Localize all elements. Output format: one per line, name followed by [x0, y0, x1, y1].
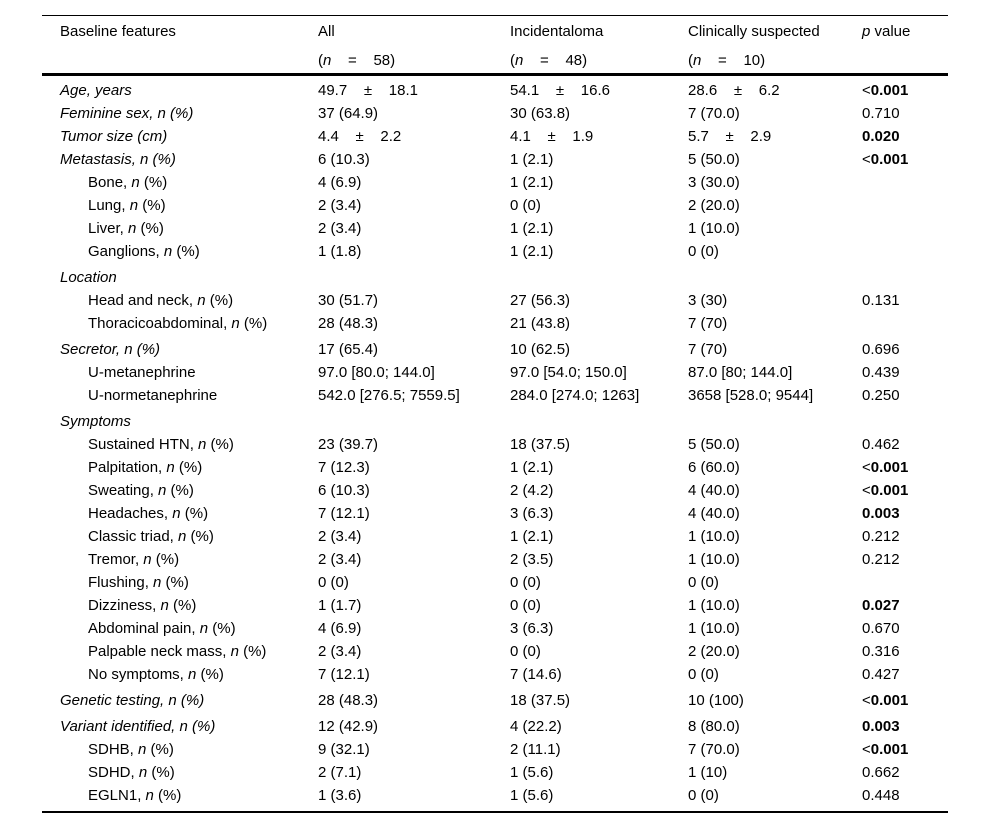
p-value: 0.462 — [862, 436, 900, 453]
all-value: 4 (6.9) — [318, 174, 362, 191]
p-value: 0.448 — [862, 787, 900, 804]
column-header-baseline-features — [60, 24, 318, 73]
p-value — [862, 217, 948, 240]
all-value: 4 (6.9) — [318, 620, 362, 637]
all-value — [318, 410, 510, 433]
clinically-suspected-value: 28.6 ± 6.2 — [688, 82, 780, 99]
all-value: 2 (3.4) — [318, 197, 362, 214]
incidentaloma-value: 27 (56.3) — [510, 292, 571, 309]
clinically-suspected-value: 87.0 [80; 144.0] — [688, 364, 793, 381]
feature-label: Feminine sex, n (%) — [60, 105, 194, 122]
p-value — [862, 312, 948, 335]
incidentaloma-value: 0 (0) — [510, 643, 541, 660]
feature-label: U-normetanephrine — [88, 387, 218, 404]
p-value — [862, 571, 948, 594]
column-header-label: p value — [862, 23, 911, 40]
column-header-label: Baseline features — [60, 23, 176, 40]
feature-label: Palpitation, n (%) — [88, 459, 203, 476]
all-value: 9 (32.1) — [318, 741, 370, 758]
incidentaloma-value: 0 (0) — [510, 597, 541, 614]
feature-label: Abdominal pain, n (%) — [88, 620, 236, 637]
table-row — [60, 640, 948, 663]
incidentaloma-value: 1 (2.1) — [510, 174, 554, 191]
all-value: 2 (3.4) — [318, 220, 362, 237]
table-row — [60, 410, 948, 433]
incidentaloma-value: 4.1 ± 1.9 — [510, 128, 594, 145]
all-value: 1 (1.8) — [318, 243, 362, 260]
incidentaloma-value — [510, 410, 688, 433]
p-value: <0.001 — [862, 151, 909, 168]
clinically-suspected-value: 5 (50.0) — [688, 151, 740, 168]
table-row — [60, 594, 948, 617]
feature-label: U-metanephrine — [88, 364, 196, 381]
feature-label: No symptoms, n (%) — [88, 666, 224, 683]
clinically-suspected-value: 0 (0) — [688, 666, 719, 683]
table-row — [60, 502, 948, 525]
feature-label: Flushing, n (%) — [88, 574, 189, 591]
p-value: 0.670 — [862, 620, 900, 637]
incidentaloma-value: 2 (3.5) — [510, 551, 554, 568]
incidentaloma-value: 18 (37.5) — [510, 436, 571, 453]
feature-label: Secretor, n (%) — [60, 341, 161, 358]
column-header-label: All — [318, 23, 335, 40]
p-value: 0.003 — [862, 505, 900, 522]
baseline-features-table — [42, 15, 948, 813]
all-value: 23 (39.7) — [318, 436, 379, 453]
table-row — [60, 456, 948, 479]
clinically-suspected-value: 4 (40.0) — [688, 505, 740, 522]
table-row — [60, 433, 948, 456]
incidentaloma-value: 97.0 [54.0; 150.0] — [510, 364, 627, 381]
all-value: 2 (7.1) — [318, 764, 362, 781]
p-value: 0.020 — [862, 128, 900, 145]
feature-label: Sweating, n (%) — [88, 482, 194, 499]
p-value: <0.001 — [862, 459, 909, 476]
incidentaloma-value: 1 (2.1) — [510, 459, 554, 476]
all-value: 4.4 ± 2.2 — [318, 128, 402, 145]
table-row — [60, 548, 948, 571]
clinically-suspected-value: 7 (70.0) — [688, 105, 740, 122]
column-header-incidentaloma — [510, 24, 688, 73]
incidentaloma-value: 1 (2.1) — [510, 151, 554, 168]
incidentaloma-value: 0 (0) — [510, 574, 541, 591]
incidentaloma-value: 2 (11.1) — [510, 741, 561, 758]
p-value: 0.316 — [862, 643, 900, 660]
clinically-suspected-value: 0 (0) — [688, 787, 719, 804]
table-row — [60, 148, 948, 171]
incidentaloma-value — [510, 266, 688, 289]
p-value: <0.001 — [862, 692, 909, 709]
feature-label: Dizziness, n (%) — [88, 597, 197, 614]
p-value: 0.710 — [862, 105, 900, 122]
incidentaloma-value: 0 (0) — [510, 197, 541, 214]
table-row — [60, 571, 948, 594]
clinically-suspected-value: 0 (0) — [688, 243, 719, 260]
all-value: 0 (0) — [318, 574, 349, 591]
p-value: 0.212 — [862, 551, 900, 568]
clinically-suspected-value: 7 (70) — [688, 315, 728, 332]
p-value: 0.696 — [862, 341, 900, 358]
clinically-suspected-value: 8 (80.0) — [688, 718, 740, 735]
p-value: <0.001 — [862, 482, 909, 499]
feature-label: Variant identified, n (%) — [60, 718, 216, 735]
all-value: 28 (48.3) — [318, 692, 379, 709]
clinically-suspected-value: 10 (100) — [688, 692, 744, 709]
clinically-suspected-value: 1 (10.0) — [688, 220, 740, 237]
feature-label: Tremor, n (%) — [88, 551, 180, 568]
feature-label: SDHB, n (%) — [88, 741, 174, 758]
table-row — [60, 617, 948, 640]
table-row — [60, 715, 948, 738]
feature-label: Ganglions, n (%) — [88, 243, 200, 260]
incidentaloma-value: 1 (2.1) — [510, 220, 554, 237]
table-row — [60, 663, 948, 686]
clinically-suspected-value — [688, 266, 862, 289]
table-row — [60, 289, 948, 312]
clinically-suspected-value: 1 (10.0) — [688, 597, 740, 614]
clinically-suspected-value: 2 (20.0) — [688, 643, 740, 660]
feature-label: Liver, n (%) — [88, 220, 164, 237]
table-row — [60, 217, 948, 240]
all-value: 12 (42.9) — [318, 718, 379, 735]
feature-label: Palpable neck mass, n (%) — [88, 643, 267, 660]
table-row — [60, 361, 948, 384]
clinically-suspected-value: 1 (10.0) — [688, 528, 740, 545]
incidentaloma-value: 10 (62.5) — [510, 341, 571, 358]
column-header-sub: (n = 48) — [510, 52, 588, 69]
table-row — [60, 171, 948, 194]
all-value: 1 (1.7) — [318, 597, 362, 614]
p-value: <0.001 — [862, 741, 909, 758]
p-value — [862, 171, 948, 194]
incidentaloma-value: 3 (6.3) — [510, 620, 554, 637]
p-value: 0.212 — [862, 528, 900, 545]
column-header-label: Incidentaloma — [510, 23, 604, 40]
incidentaloma-value: 1 (2.1) — [510, 528, 554, 545]
p-value: 0.439 — [862, 364, 900, 381]
all-value: 30 (51.7) — [318, 292, 379, 309]
table-row — [60, 79, 948, 102]
feature-label: Sustained HTN, n (%) — [88, 436, 234, 453]
p-value: 0.027 — [862, 597, 900, 614]
all-value: 6 (10.3) — [318, 482, 370, 499]
clinically-suspected-value: 3658 [528.0; 9544] — [688, 387, 814, 404]
feature-label: Headaches, n (%) — [88, 505, 209, 522]
feature-label: Lung, n (%) — [88, 197, 166, 214]
feature-label: Symptoms — [60, 413, 131, 430]
all-value: 2 (3.4) — [318, 551, 362, 568]
all-value: 542.0 [276.5; 7559.5] — [318, 387, 460, 404]
clinically-suspected-value: 4 (40.0) — [688, 482, 740, 499]
table-row — [60, 194, 948, 217]
all-value: 2 (3.4) — [318, 528, 362, 545]
incidentaloma-value: 7 (14.6) — [510, 666, 562, 683]
all-value: 49.7 ± 18.1 — [318, 82, 418, 99]
column-header-label: Clinically suspected — [688, 23, 820, 40]
table-row — [60, 784, 948, 807]
clinically-suspected-value — [688, 410, 862, 433]
incidentaloma-value: 4 (22.2) — [510, 718, 562, 735]
table-row — [60, 384, 948, 407]
table-row — [60, 125, 948, 148]
feature-label: Head and neck, n (%) — [88, 292, 234, 309]
column-header-clinically-suspected — [688, 24, 862, 73]
p-value: 0.003 — [862, 718, 900, 735]
all-value: 17 (65.4) — [318, 341, 379, 358]
feature-label: Bone, n (%) — [88, 174, 168, 191]
all-value: 7 (12.3) — [318, 459, 370, 476]
p-value — [862, 266, 948, 289]
clinically-suspected-value: 1 (10) — [688, 764, 728, 781]
clinically-suspected-value: 1 (10.0) — [688, 551, 740, 568]
feature-label: Age, years — [60, 82, 132, 99]
table-row — [60, 240, 948, 263]
feature-label: EGLN1, n (%) — [88, 787, 182, 804]
table-row — [60, 738, 948, 761]
column-header-sub: (n = 58) — [318, 52, 396, 69]
feature-label: Tumor size (cm) — [60, 128, 168, 145]
feature-label: Classic triad, n (%) — [88, 528, 214, 545]
feature-label: Thoracicoabdominal, n (%) — [88, 315, 268, 332]
p-value — [862, 410, 948, 433]
p-value: 0.427 — [862, 666, 900, 683]
table-row — [60, 525, 948, 548]
column-header-p-value — [862, 24, 948, 73]
clinically-suspected-value: 3 (30.0) — [688, 174, 740, 191]
clinically-suspected-value: 7 (70) — [688, 341, 728, 358]
table-header — [42, 16, 948, 76]
incidentaloma-value: 1 (5.6) — [510, 764, 554, 781]
p-value: 0.131 — [862, 292, 900, 309]
clinically-suspected-value: 0 (0) — [688, 574, 719, 591]
clinically-suspected-value: 2 (20.0) — [688, 197, 740, 214]
clinically-suspected-value: 1 (10.0) — [688, 620, 740, 637]
all-value: 7 (12.1) — [318, 505, 370, 522]
all-value: 7 (12.1) — [318, 666, 370, 683]
incidentaloma-value: 18 (37.5) — [510, 692, 571, 709]
all-value: 1 (3.6) — [318, 787, 362, 804]
incidentaloma-value: 21 (43.8) — [510, 315, 571, 332]
clinically-suspected-value: 6 (60.0) — [688, 459, 740, 476]
incidentaloma-value: 1 (2.1) — [510, 243, 554, 260]
table-row — [60, 761, 948, 784]
all-value: 37 (64.9) — [318, 105, 379, 122]
column-header-all — [318, 24, 510, 73]
feature-label: SDHD, n (%) — [88, 764, 175, 781]
p-value — [862, 194, 948, 217]
all-value: 97.0 [80.0; 144.0] — [318, 364, 435, 381]
incidentaloma-value: 3 (6.3) — [510, 505, 554, 522]
incidentaloma-value: 2 (4.2) — [510, 482, 554, 499]
all-value — [318, 266, 510, 289]
clinically-suspected-value: 7 (70.0) — [688, 741, 740, 758]
incidentaloma-value: 54.1 ± 16.6 — [510, 82, 610, 99]
p-value — [862, 240, 948, 263]
incidentaloma-value: 284.0 [274.0; 1263] — [510, 387, 640, 404]
feature-label: Metastasis, n (%) — [60, 151, 176, 168]
p-value: <0.001 — [862, 82, 909, 99]
table-row — [60, 312, 948, 335]
all-value: 2 (3.4) — [318, 643, 362, 660]
feature-label: Location — [60, 269, 117, 286]
feature-label: Genetic testing, n (%) — [60, 692, 205, 709]
table-row — [60, 266, 948, 289]
table-row — [60, 479, 948, 502]
p-value: 0.250 — [862, 387, 900, 404]
p-value: 0.662 — [862, 764, 900, 781]
clinically-suspected-value: 5.7 ± 2.9 — [688, 128, 772, 145]
table-row — [60, 102, 948, 125]
table-body — [42, 76, 948, 813]
clinically-suspected-value: 5 (50.0) — [688, 436, 740, 453]
incidentaloma-value: 30 (63.8) — [510, 105, 571, 122]
column-header-sub: (n = 10) — [688, 52, 766, 69]
incidentaloma-value: 1 (5.6) — [510, 787, 554, 804]
clinically-suspected-value: 3 (30) — [688, 292, 728, 309]
all-value: 28 (48.3) — [318, 315, 379, 332]
table-row — [60, 338, 948, 361]
all-value: 6 (10.3) — [318, 151, 370, 168]
table-row — [60, 689, 948, 712]
